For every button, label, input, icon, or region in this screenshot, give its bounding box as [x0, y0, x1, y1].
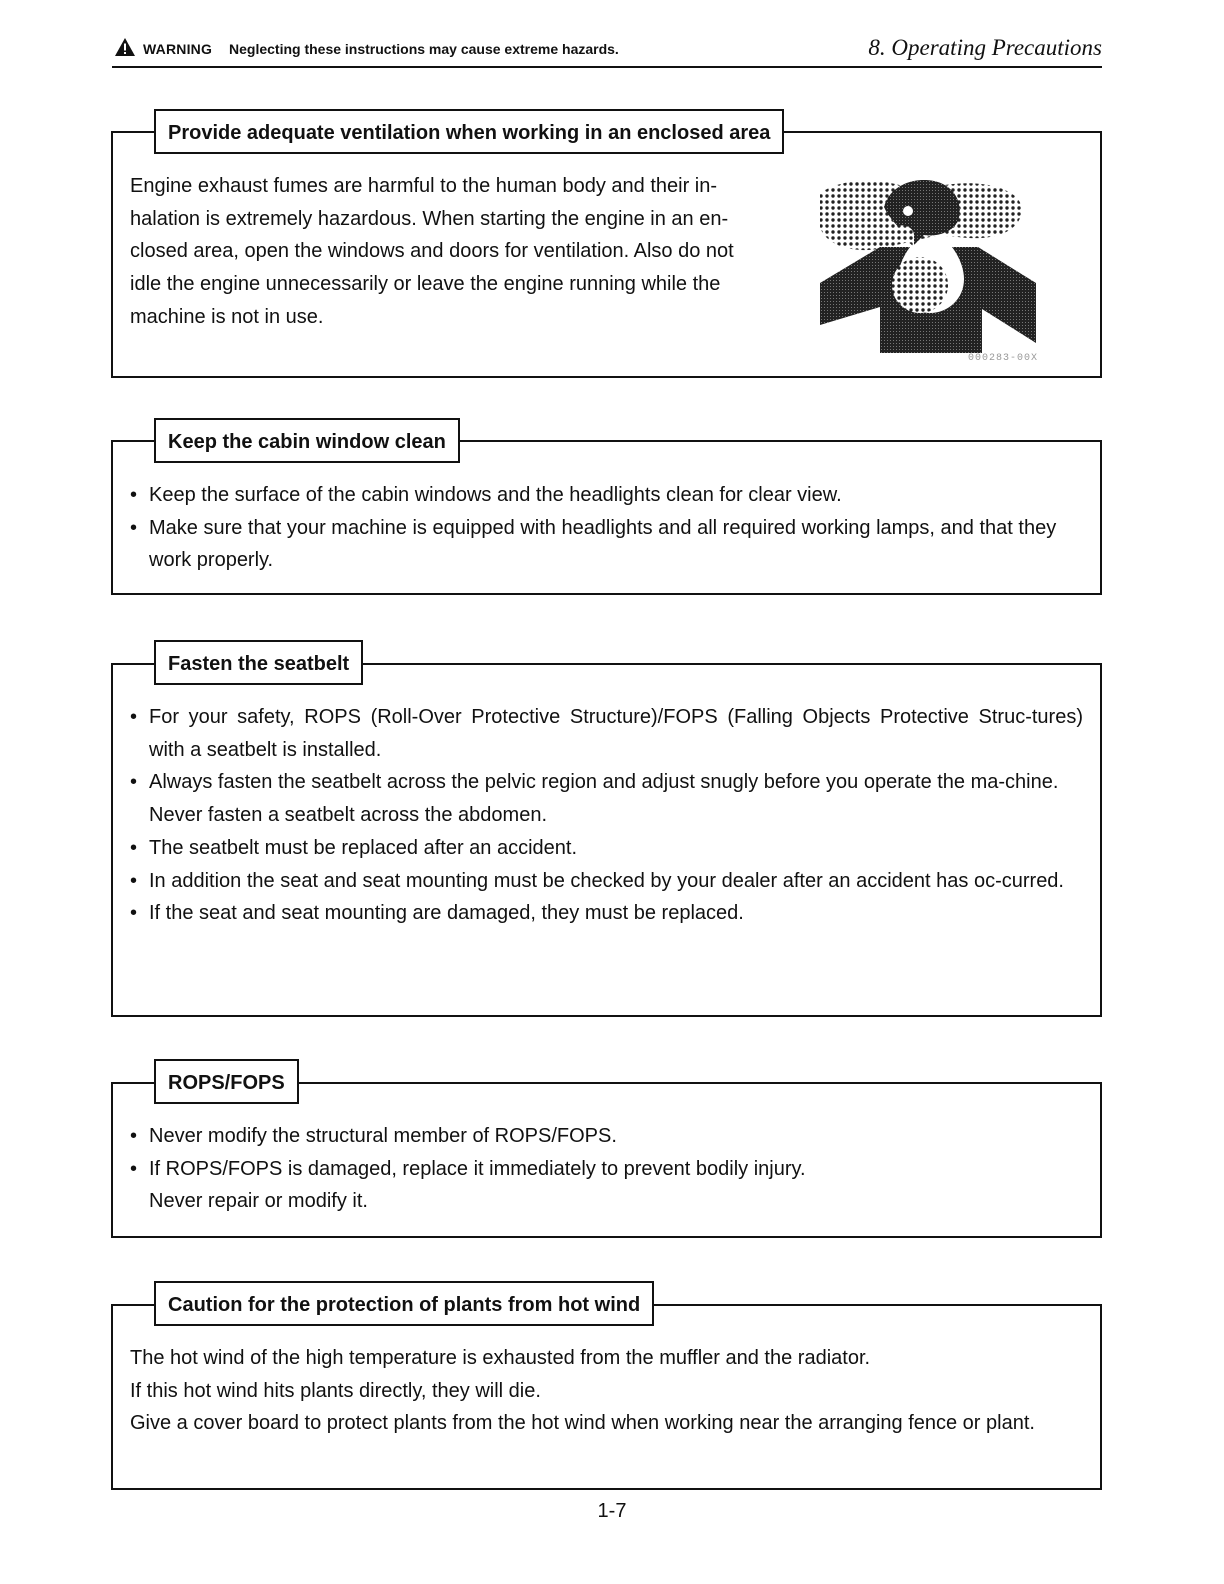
hot-wind-title: Caution for the protection of plants from hot wind: [154, 1281, 654, 1326]
list-item: • If the seat and seat mounting are damaged, they must be replaced.: [130, 902, 744, 925]
page-header: [112, 34, 1102, 68]
list-item: • Make sure that your machine is equipped with headlights and all required working lamps, and that they work properly.: [130, 516, 1057, 572]
seatbelt-title: Fasten the seatbelt: [154, 640, 363, 685]
list-item-text: If the seat and seat mounting are damaged, they must be replaced.: [149, 902, 744, 925]
warning-label: WARNING: [143, 41, 213, 57]
list-note: [130, 1185, 1083, 1218]
list-item-text: The seatbelt must be replaced after an accident.: [149, 836, 578, 859]
text-line: halation is extremely hazardous. When starting the engine in an en-: [130, 207, 729, 230]
chapter-title: 8. Operating Precautions: [868, 35, 1102, 60]
list-item-text: For your safety, ROPS (Roll-Over Protective Structure)/FOPS (Falling Objects Protective Struc-tures) with a seatbelt is installed.: [149, 706, 1083, 761]
page-number: 1-7: [597, 1500, 627, 1522]
list-item: • Keep the surface of the cabin windows and the headlights clean for clear view.: [130, 484, 842, 506]
note-text: Never repair or modify it.: [149, 1190, 368, 1213]
list-note: [130, 799, 1083, 832]
rops-fops-list: [130, 1120, 1083, 1218]
text-line: closed area, open the windows and doors for ventilation. Also do not: [130, 240, 734, 263]
ventilation-text: [130, 170, 790, 334]
list-item: • If ROPS/FOPS is damaged, replace it immediately to prevent bodily injury.: [130, 1157, 806, 1180]
rops-fops-title: ROPS/FOPS: [154, 1059, 299, 1104]
warning-triangle-icon: [114, 37, 136, 57]
list-item-text: If ROPS/FOPS is damaged, replace it immediately to prevent bodily injury.: [149, 1157, 806, 1180]
list-item-text: Make sure that your machine is equipped with headlights and all required working lamps, and that they work properly.: [149, 516, 1057, 572]
text-line: idle the engine unnecessarily or leave the engine running while the: [130, 273, 721, 296]
list-item-text: In addition the seat and seat mounting must be checked by your dealer after an accident has oc-curred.: [149, 869, 1064, 892]
list-item-text: Always fasten the seatbelt across the pelvic region and adjust snugly before you operate the ma-chine.: [149, 771, 1059, 794]
cabin-window-title: Keep the cabin window clean: [154, 418, 460, 463]
text-line: machine is not in use.: [130, 305, 324, 328]
list-item: • Always fasten the seatbelt across the pelvic region and adjust snugly before you operate the ma-chine.: [130, 771, 1059, 794]
list-item: • Never modify the structural member of ROPS/FOPS.: [130, 1125, 617, 1147]
list-item: • The seatbelt must be replaced after an accident.: [130, 836, 578, 859]
list-item: • For your safety, ROPS (Roll-Over Protective Structure)/FOPS (Falling Objects Protective Struc-tures) with a seatbelt is installed.: [130, 706, 1083, 761]
text-line: The hot wind of the high temperature is exhausted from the muffler and the radiator.: [130, 1347, 871, 1369]
list-item-text: Never modify the structural member of ROPS/FOPS.: [149, 1125, 617, 1147]
figure-code: 000283-00X: [968, 353, 1039, 364]
seatbelt-list: [130, 701, 1083, 930]
list-item-text: Keep the surface of the cabin windows and the headlights clean for clear view.: [149, 484, 842, 506]
list-item: • In addition the seat and seat mounting must be checked by your dealer after an accident has oc-curred.: [130, 869, 1064, 892]
text-line: Engine exhaust fumes are harmful to the human body and their in-: [130, 175, 718, 197]
text-line: Give a cover board to protect plants from the hot wind when working near the arranging fence or plant.: [130, 1412, 1035, 1435]
note-text: Never fasten a seatbelt across the abdomen.: [149, 804, 548, 827]
ventilation-title: Provide adequate ventilation when working in an enclosed area: [154, 109, 784, 154]
cabin-window-list: [130, 479, 1085, 577]
hot-wind-text: [130, 1342, 1083, 1440]
text-line: If this hot wind hits plants directly, they will die.: [130, 1379, 541, 1402]
warning-text: Neglecting these instructions may cause extreme hazards.: [229, 41, 619, 57]
exhaust-fumes-hazard-illustration: [818, 175, 1038, 355]
